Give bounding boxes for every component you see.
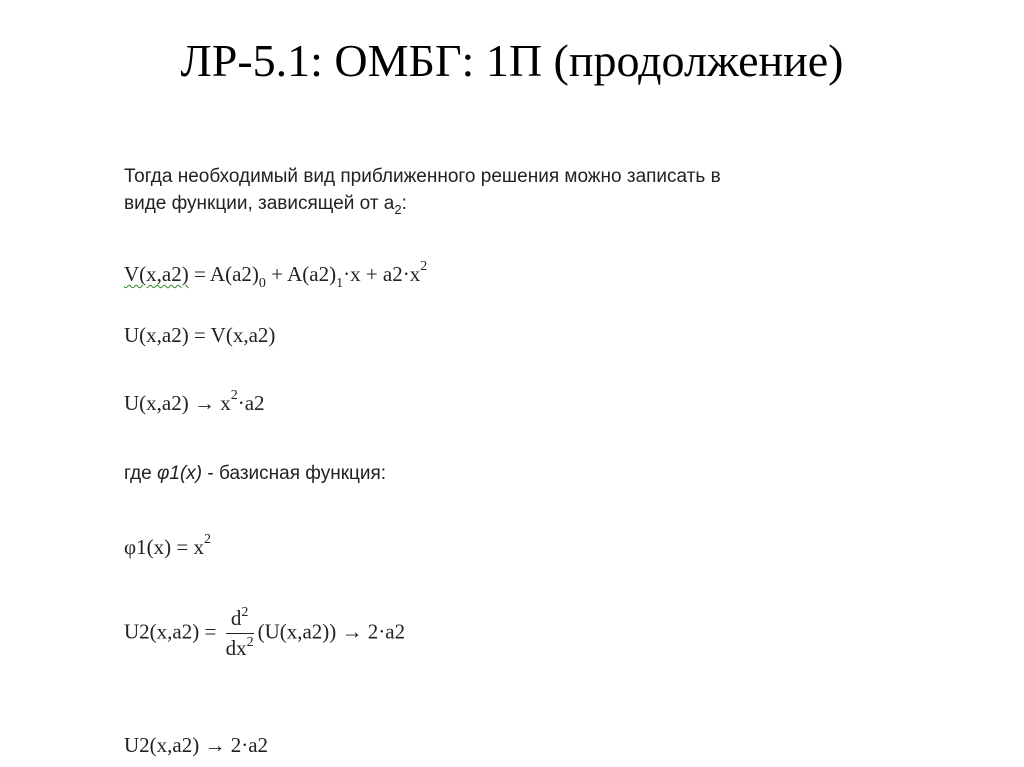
equation-u2-result: U2(x,a2) → 2·a2 — [124, 733, 269, 757]
equation-v-sub1: 1 — [336, 276, 344, 291]
intro-line-2-sub: 2 — [394, 201, 402, 217]
equation-u2-derivative — [124, 606, 405, 661]
equation-v — [124, 259, 428, 291]
derivative-fraction — [226, 606, 254, 661]
denominator-sup: 2 — [246, 635, 254, 650]
basis-prefix: где — [124, 463, 158, 484]
equation-v-rhs-b: + A(a2) — [265, 262, 337, 286]
denominator-dx: dx — [225, 636, 247, 660]
intro-line-1: Тогда необходимый вид приближенного решения можно записать в — [124, 166, 721, 187]
equation-v-sub0: 0 — [258, 276, 266, 291]
basis-suffix: - базисная функция: — [202, 463, 387, 484]
equation-u-symbolic — [124, 388, 265, 416]
equation-u-symbolic-sup: 2 — [230, 388, 238, 403]
basis-description — [124, 463, 386, 485]
equation-u-symbolic-text: U(x,a2) → x — [124, 391, 231, 415]
equation-phi-sup: 2 — [203, 532, 211, 547]
equation-phi — [124, 532, 211, 560]
equation-phi-text: φ1(x) = x — [124, 535, 204, 559]
basis-function-name: φ1(x) — [157, 463, 203, 484]
fraction-denominator — [226, 634, 254, 661]
fraction-numerator — [226, 606, 254, 634]
slide-title: ЛР-5.1: ОМБГ: 1П (продолжение) — [180, 35, 844, 86]
numerator-sup: 2 — [241, 605, 249, 620]
equation-v-rhs-a: = A(a2) — [188, 262, 259, 286]
equation-u2-rhs: (U(x,a2)) → 2·a2 — [257, 619, 406, 644]
equation-v-sup: 2 — [420, 259, 428, 274]
equation-u2-lhs: U2(x,a2) = — [124, 619, 217, 644]
intro-line-2-suffix: : — [401, 193, 407, 214]
intro-line-2-prefix: виде функции, зависящей от a — [124, 193, 395, 214]
equation-u-symbolic-tail: ·a2 — [237, 391, 265, 415]
equation-v-rhs-c: ·x + a2·x — [343, 262, 421, 286]
intro-line-2 — [124, 193, 407, 217]
numerator-d: d — [230, 606, 242, 630]
equation-u: U(x,a2) = V(x,a2) — [124, 323, 276, 347]
equation-v-lhs: V(x,a2) — [124, 262, 189, 286]
